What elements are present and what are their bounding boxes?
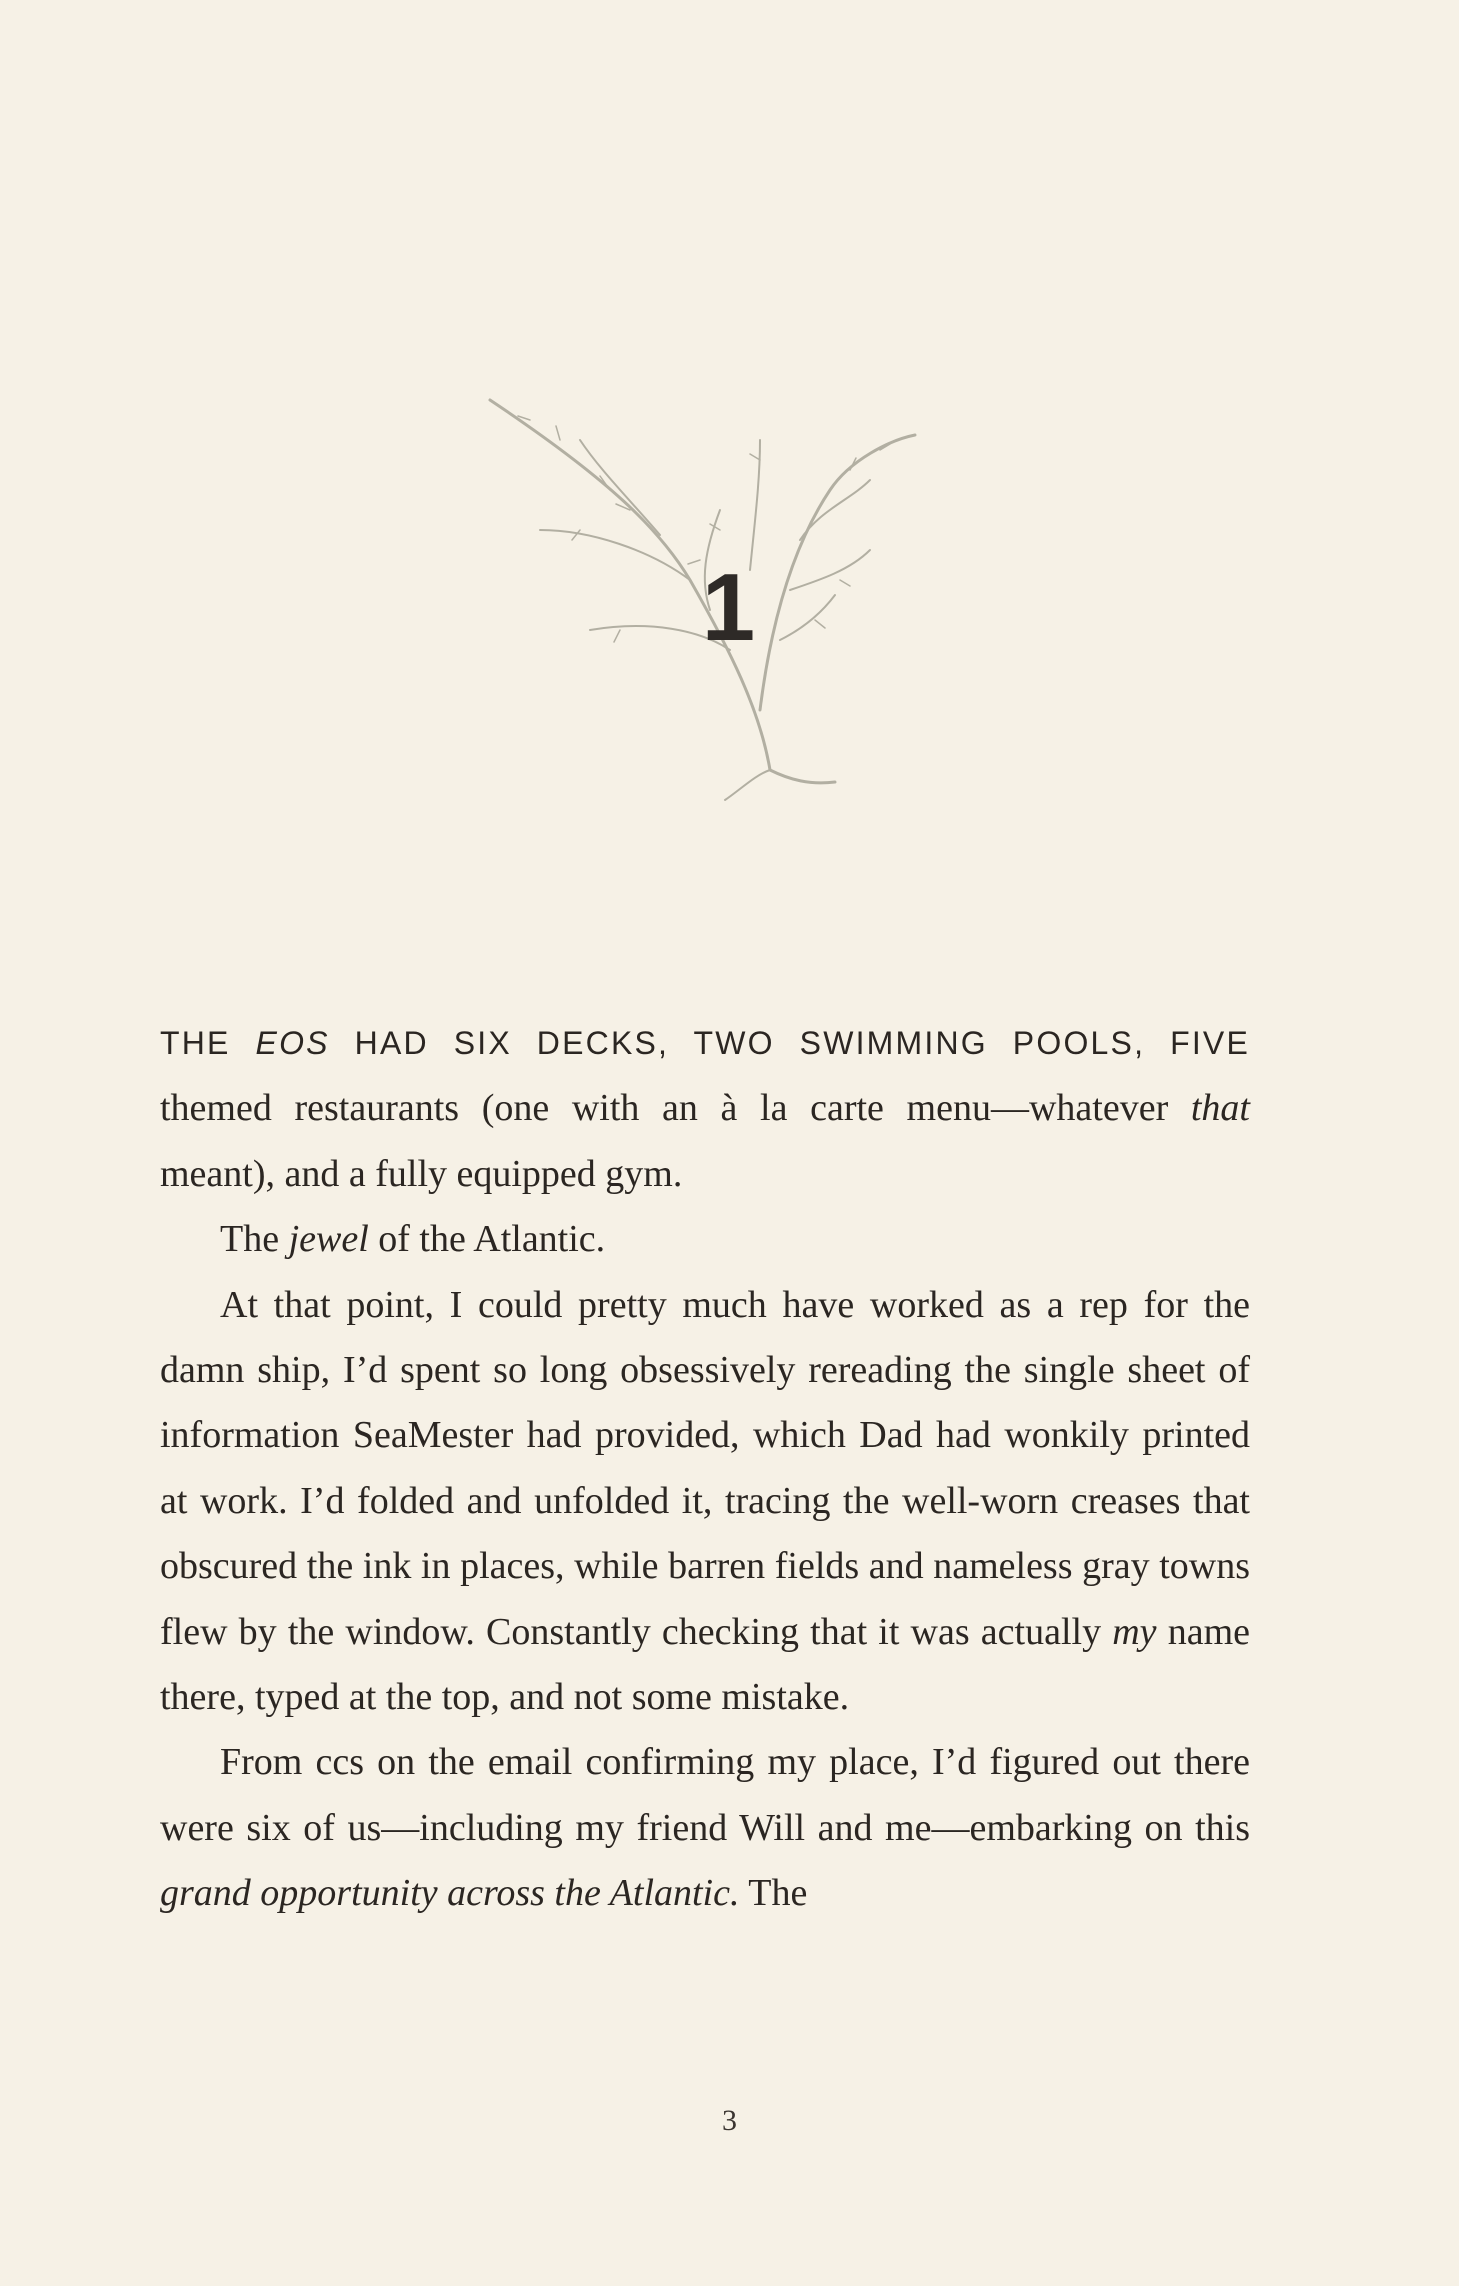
paragraph-text: themed restaurants (one with an à la carte menu—whatever <box>160 1087 1191 1130</box>
lead-in-post: HAD SIX DECKS, TWO SWIMMING POOLS, FIVE <box>329 1025 1251 1061</box>
emphasis: my <box>1112 1610 1157 1653</box>
paragraph-text: meant), and a fully equipped gym. <box>160 1152 683 1195</box>
paragraph-text: At that point, I could pretty much have worked as a rep for the damn ship, I’d spent so long obsessively rereading the single sheet of information SeaMester had provided, which Dad had wonkily printed at work. I’d folded and unfolded it, tracing the well-worn creases that obscured the ink in places, while barren fields and nameless gray towns flew by the window. Constantly checking that it was actually <box>160 1283 1250 1653</box>
paragraph-text: name there, typed at the top, and not some mistake. <box>160 1610 1250 1719</box>
paragraph-text: of the Atlantic. <box>368 1218 606 1261</box>
page-number: 3 <box>722 2104 737 2137</box>
emphasis: grand opportunity across the Atlantic. <box>160 1872 740 1915</box>
emphasis: jewel <box>288 1218 369 1261</box>
lead-in-smallcaps <box>160 1025 1250 1061</box>
paragraph <box>160 1010 1250 1207</box>
paragraph <box>160 1207 1250 1272</box>
paragraph <box>160 1730 1250 1926</box>
paragraph <box>160 1273 1250 1731</box>
lead-in-pre: THE <box>160 1025 256 1061</box>
paragraph-text: The <box>220 1218 289 1261</box>
paragraph-text: From ccs on the email confirming my place, I’d figured out there were six of us—including my friend Will and me—embarking on this <box>160 1741 1250 1849</box>
paragraph-text: The <box>739 1872 808 1915</box>
ship-name: EOS <box>255 1025 330 1061</box>
chapter-text <box>160 1010 1250 1927</box>
chapter-number: 1 <box>701 554 758 661</box>
emphasis: that <box>1190 1087 1250 1130</box>
